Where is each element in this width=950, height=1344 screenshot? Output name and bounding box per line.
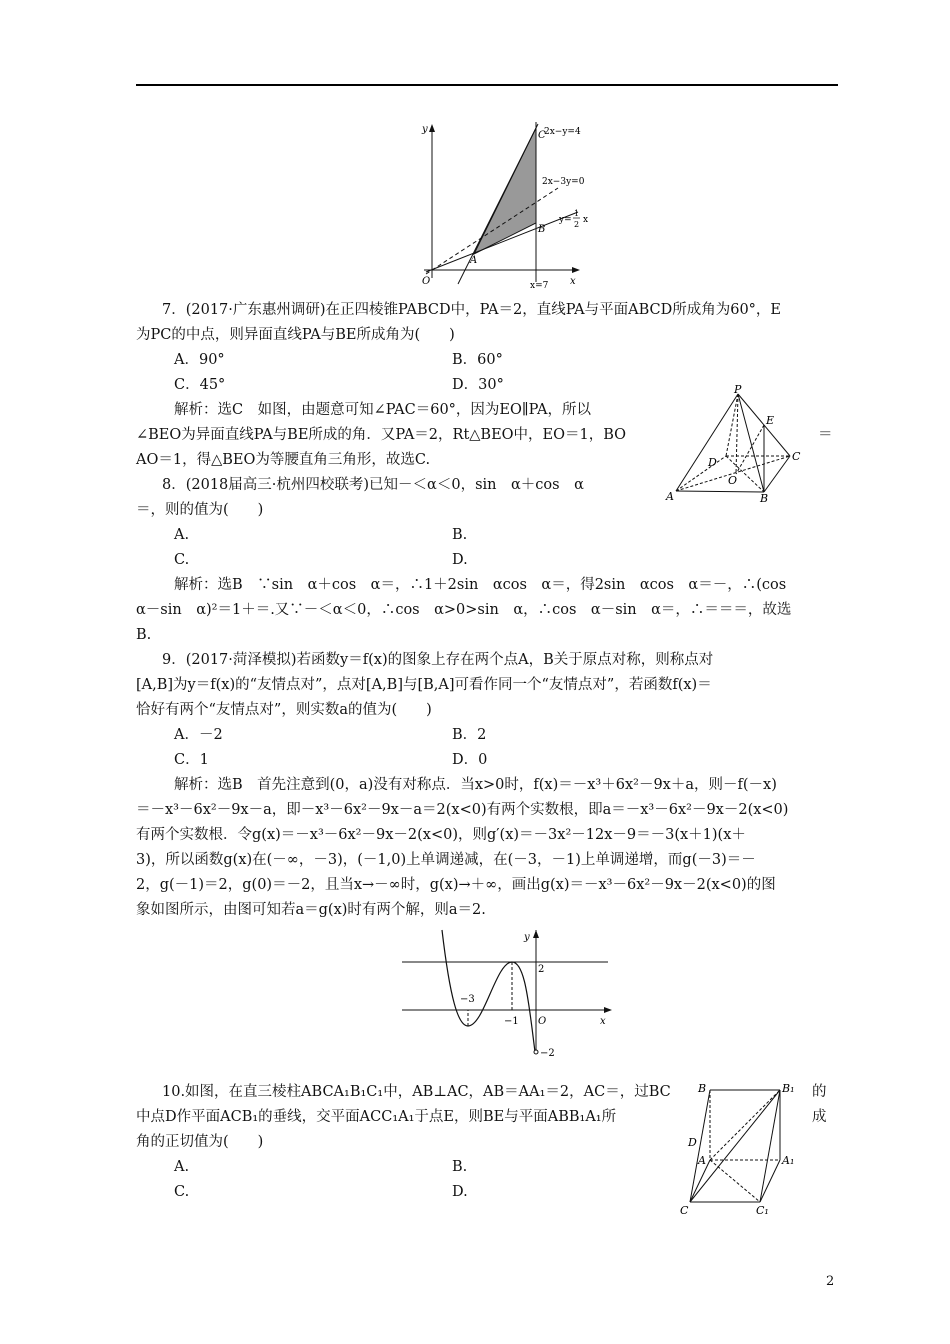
q8-solution-2: α－sin α)²＝1＋＝.又∵－＜α＜0，∴cos α>0>sin α，∴cos α－sin α＝，∴＝＝＝，故选 [136, 602, 792, 618]
q10-option-b: B. [452, 1159, 468, 1175]
curve-g [442, 930, 535, 1052]
q9-stem-3: 恰好有两个“友情点对”，则实数a的值为( ) [136, 702, 432, 718]
q10-stem-2-end: 成 [812, 1109, 827, 1125]
q9-stem-2: [A,B]为y＝f(x)的“友情点对”，点对[A,B]与[B,A]可看作同一个“友情点对”，若函数f(x)＝ [136, 677, 712, 693]
figure-linear-region [418, 118, 608, 290]
svg-text:O: O [538, 1016, 547, 1027]
q8-option-c: C. [174, 552, 190, 568]
q9-solution-3: 有两个实数根．令g(x)＝－x³－6x²－9x－2(x<0)，则g′(x)＝－3x²－12x－9＝－3(x＋1)(x＋ [136, 827, 746, 843]
svg-text:C: C [792, 450, 801, 463]
svg-text:E: E [766, 414, 775, 427]
q9-solution-2: ＝－x³－6x²－9x－a，即－x³－6x²－9x－a＝2(x<0)有两个实数根，即a＝－x³－6x²－9x－2(x<0) [136, 802, 789, 818]
svg-text:y=: y= [559, 215, 572, 225]
q9-solution-5: 2，g(－1)＝2，g(0)＝－2，且当x→－∞时，g(x)→＋∞，画出g(x)＝－x³－6x²－9x－2(x<0)的图 [136, 877, 776, 893]
q10-option-c: C. [174, 1184, 190, 1200]
svg-text:C: C [538, 130, 546, 141]
q7-option-a: A．90° [174, 352, 225, 368]
svg-text:2: 2 [538, 964, 545, 975]
q7-solution-2: ∠BEO为异面直线PA与BE所成的角．又PA＝2，Rt△BEO中，EO＝1，BO [136, 427, 627, 443]
svg-text:A₁: A₁ [782, 1154, 795, 1167]
svg-text:x: x [600, 1016, 606, 1027]
svg-text:−2: −2 [540, 1048, 555, 1059]
svg-text:P: P [734, 383, 742, 396]
q7-stem-2: 为PC的中点，则异面直线PA与BE所成角为( ) [136, 327, 455, 343]
svg-text:−3: −3 [460, 994, 475, 1005]
q9-solution-6: 象如图所示，由图可知若a＝g(x)时有两个解，则a＝2. [136, 902, 486, 918]
q8-option-a: A. [174, 527, 190, 543]
svg-text:2x−3y=0: 2x−3y=0 [542, 177, 585, 187]
q7-solution-2-end: ＝ [818, 427, 833, 443]
svg-text:y: y [524, 932, 530, 943]
figure-pyramid [664, 384, 810, 504]
q7-solution-3: AO＝1，得△BEO为等腰直角三角形，故选C. [136, 452, 431, 468]
q9-option-c: C．1 [174, 752, 209, 768]
q8-stem-1: 8．(2018届高三·杭州四校联考)已知－＜α＜0，sin α＋cos α [162, 477, 584, 493]
q7-option-d: D．30° [452, 377, 504, 393]
svg-text:D: D [688, 1136, 697, 1149]
figure-cubic-graph [398, 928, 614, 1062]
header-rule [136, 84, 838, 86]
svg-text:B: B [760, 492, 769, 505]
q8-option-d: D. [452, 552, 468, 568]
q8-solution-3: B. [136, 627, 152, 643]
svg-text:C₁: C₁ [756, 1204, 769, 1217]
figure-prism [676, 1080, 806, 1220]
q8-solution-1: 解析：选B ∵sin α＋cos α＝，∴1＋2sin αcos α＝，得2sin αcos α＝－，∴(cos [174, 577, 787, 593]
q9-solution-1: 解析：选B 首先注意到(0，a)没有对称点．当x>0时，f(x)＝－x³＋6x²－9x＋a，则－f(－x) [174, 777, 777, 793]
q7-solution-1: 解析：选C 如图，由题意可知∠PAC＝60°，因为EO∥PA，所以 [174, 402, 592, 418]
svg-text:A: A [666, 490, 674, 503]
svg-text:−1: −1 [504, 1016, 519, 1027]
q9-option-d: D．0 [452, 752, 488, 768]
q7-option-b: B．60° [452, 352, 503, 368]
q10-stem-3: 角的正切值为( ) [136, 1134, 264, 1150]
svg-text:x: x [570, 276, 576, 287]
svg-text:C: C [680, 1204, 689, 1217]
q10-stem-1-end: 的 [812, 1084, 827, 1100]
svg-text:B: B [538, 224, 546, 235]
svg-text:1: 1 [574, 209, 580, 218]
svg-text:x=7: x=7 [530, 281, 549, 291]
svg-text:A: A [698, 1154, 706, 1167]
svg-text:O: O [728, 474, 738, 487]
svg-text:B: B [698, 1082, 707, 1095]
svg-text:2x−y=4: 2x−y=4 [544, 127, 581, 137]
svg-text:O: O [422, 276, 431, 287]
svg-text:B₁: B₁ [782, 1082, 795, 1095]
q9-stem-1: 9．(2017·菏泽模拟)若函数y＝f(x)的图象上存在两个点A，B关于原点对称，则称点对 [162, 652, 714, 668]
q9-solution-4: 3)，所以函数g(x)在(－∞，－3)，(－1,0)上单调递减，在(－3，－1)上单调递增，而g(－3)＝－ [136, 852, 756, 868]
q10-stem-1: 10.如图，在直三棱柱ABCA₁B₁C₁中，AB⊥AC，AB＝AA₁＝2，AC＝，过BC [162, 1084, 671, 1100]
svg-text:D: D [708, 456, 717, 469]
svg-text:x: x [583, 215, 589, 225]
q7-option-c: C．45° [174, 377, 226, 393]
q8-option-b: B. [452, 527, 468, 543]
q10-stem-2: 中点D作平面ACB₁的垂线，交平面ACC₁A₁于点E，则BE与平面ABB₁A₁所 [136, 1109, 617, 1125]
label-y: y [422, 124, 428, 135]
q7-stem-1: 7．(2017·广东惠州调研)在正四棱锥PABCD中，PA＝2，直线PA与平面ABCD所成角为60°，E [162, 302, 782, 318]
svg-text:A: A [470, 255, 478, 266]
q9-option-a: A．－2 [174, 727, 223, 743]
page-number: 2 [826, 1274, 835, 1289]
q10-option-a: A. [174, 1159, 190, 1175]
q8-stem-2: ＝，则的值为( ) [136, 502, 264, 518]
q9-option-b: B．2 [452, 727, 487, 743]
q10-option-d: D. [452, 1184, 468, 1200]
svg-text:2: 2 [574, 220, 580, 229]
